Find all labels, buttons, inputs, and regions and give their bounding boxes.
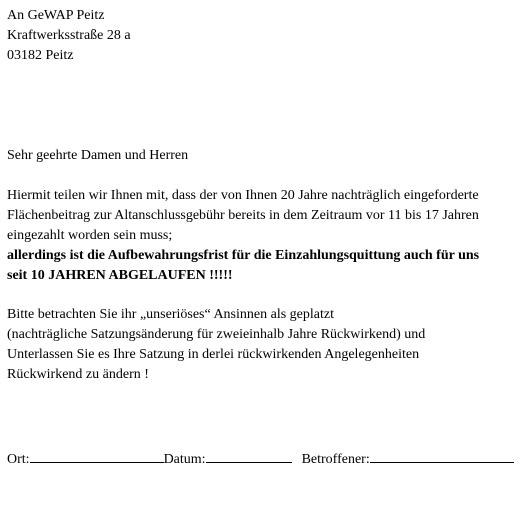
emphasis-line: seit 10 JAHREN ABGELAUFEN !!!!! bbox=[7, 268, 233, 283]
signature-line bbox=[7, 448, 514, 470]
paragraph-line: Bitte betrachten Sie ihr „unseriöses“ Ansinnen als geplatzt bbox=[7, 307, 334, 322]
datum-field[interactable] bbox=[206, 448, 292, 463]
paragraph-line: Flächenbeitrag zur Altanschlussgebühr bereits in dem Zeitraum vor 11 bis 17 Jahren bbox=[7, 208, 479, 223]
paragraph-line: (nachträgliche Satzungsänderung für zweieinhalb Jahre Rückwirkend) und bbox=[7, 327, 426, 342]
paragraph-line: Hiermit teilen wir Ihnen mit, dass der von Ihnen 20 Jahre nachträglich eingeforderte bbox=[7, 188, 479, 203]
paragraph-line: Unterlassen Sie es Ihre Satzung in derlei rückwirkenden Angelegenheiten bbox=[7, 347, 420, 362]
emphasis-line: allerdings ist die Aufbewahrungsfrist für die Einzahlungsquittung auch für uns bbox=[7, 248, 480, 263]
address-line-city: 03182 Peitz bbox=[7, 48, 74, 63]
betroffener-label: Betroffener: bbox=[301, 452, 370, 467]
ort-field[interactable] bbox=[30, 448, 164, 463]
salutation: Sehr geehrte Damen und Herren bbox=[7, 148, 189, 163]
address-line-street: Kraftwerksstraße 28 a bbox=[7, 28, 131, 43]
ort-label: Ort: bbox=[7, 452, 30, 467]
address-line-recipient: An GeWAP Peitz bbox=[7, 8, 105, 23]
datum-label: Datum: bbox=[163, 452, 206, 467]
paragraph-line: Rückwirkend zu ändern ! bbox=[7, 367, 149, 382]
betroffener-field[interactable] bbox=[370, 448, 514, 463]
paragraph-line: eingezahlt worden sein muss; bbox=[7, 228, 173, 243]
